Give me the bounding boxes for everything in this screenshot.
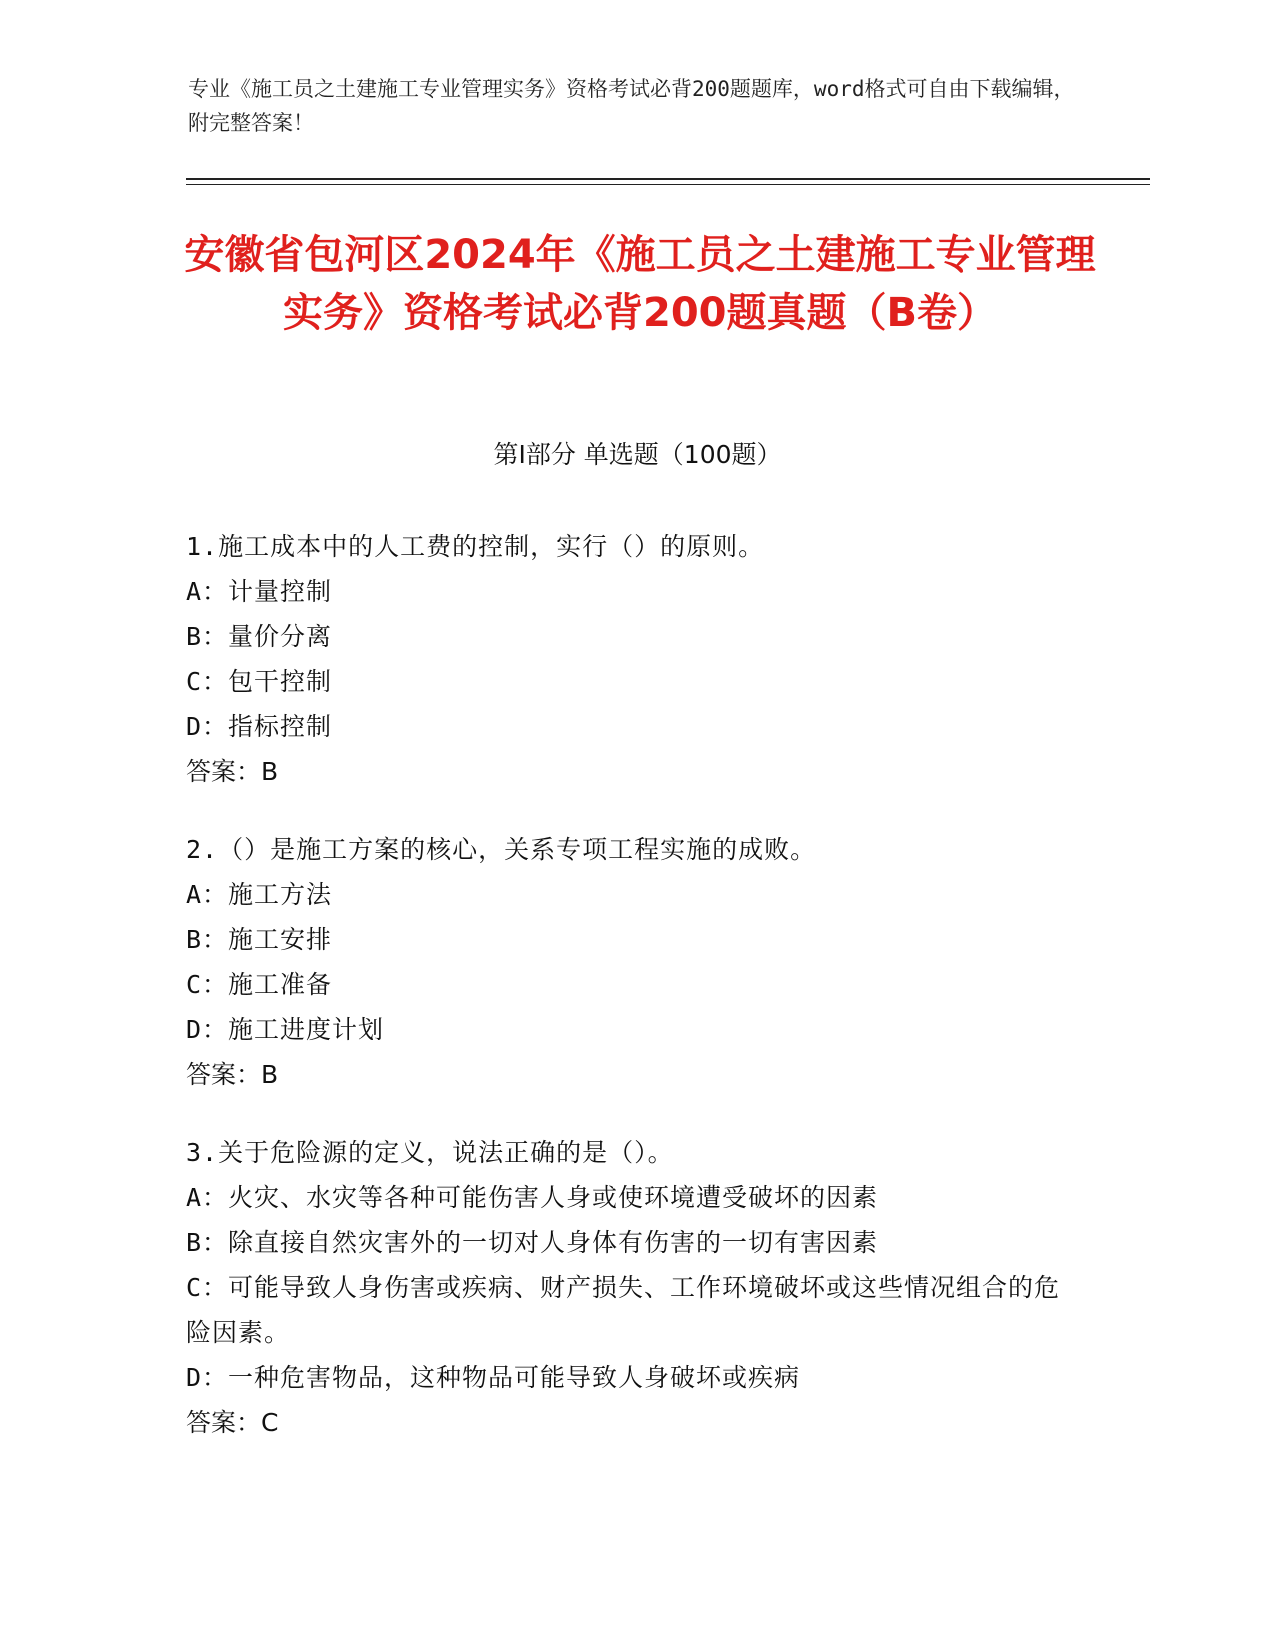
question-stem: 1.施工成本中的人工费的控制，实行（）的原则。: [186, 532, 765, 561]
question-2: [186, 827, 1086, 1097]
option-d: D：一种危害物品，这种物品可能导致人身破坏或疾病: [186, 1363, 801, 1392]
option-c: C：施工准备: [186, 970, 333, 999]
question-stem: 3.关于危险源的定义，说法正确的是（）。: [186, 1138, 674, 1167]
answer-label: 答案：B: [186, 1060, 279, 1089]
option-a: A：施工方法: [186, 880, 333, 909]
header-divider-thin: [186, 184, 1150, 185]
option-c: C：可能导致人身伤害或疾病、财产损失、工作环境破坏或这些情况组合的危险因素。: [186, 1273, 1061, 1347]
section-heading: 第I部分 单选题（100题）: [493, 440, 782, 469]
answer-label: 答案：B: [186, 757, 279, 786]
header-divider-thick: [186, 178, 1150, 180]
option-c: C：包干控制: [186, 667, 333, 696]
option-d: D：指标控制: [186, 712, 333, 741]
answer-label: 答案：C: [186, 1408, 279, 1437]
option-a: A：计量控制: [186, 577, 333, 606]
option-b: B：除直接自然灾害外的一切对人身体有伤害的一切有害因素: [186, 1228, 879, 1257]
document-title: 安徽省包河区2024年《施工员之土建施工专业管理实务》资格考试必背200题真题（B卷）: [184, 232, 1096, 336]
question-stem: 2.（）是施工方案的核心，关系专项工程实施的成败。: [186, 835, 817, 864]
question-list: [186, 524, 1086, 1478]
question-1: [186, 524, 1086, 794]
header-note: 专业《施工员之土建施工专业管理实务》资格考试必背200题题库，word格式可自由下载编辑，附完整答案！: [188, 77, 1075, 135]
question-3: [186, 1130, 1086, 1445]
option-a: A：火灾、水灾等各种可能伤害人身或使环境遭受破坏的因素: [186, 1183, 879, 1212]
option-b: B：量价分离: [186, 622, 333, 651]
option-b: B：施工安排: [186, 925, 333, 954]
option-d: D：施工进度计划: [186, 1015, 385, 1044]
